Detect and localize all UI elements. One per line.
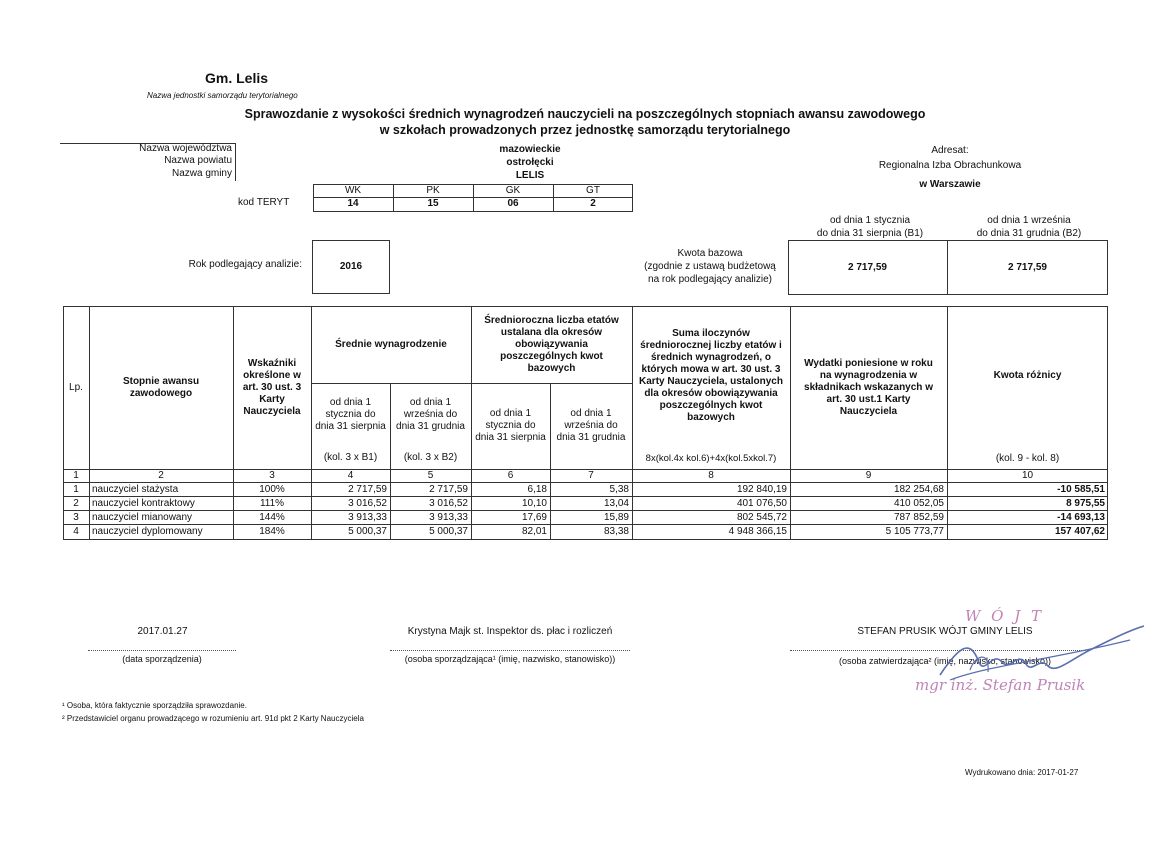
- base-label-line1: Kwota bazowa: [677, 248, 743, 259]
- cell-lp: 3: [73, 512, 79, 523]
- printed-date: Wydrukowano dnia: 2017-01-27: [965, 768, 1079, 777]
- date-caption: (data sporządzenia): [122, 654, 202, 664]
- th-lp: Lp.: [69, 381, 83, 393]
- handwritten-signature: [930, 620, 1150, 695]
- th-etaty-b1: od dnia 1 stycznia do dnia 31 sierpnia: [475, 408, 546, 443]
- cell-sr-b1: 3 016,52: [348, 498, 387, 509]
- period-b2-line1: od dnia 1 września: [987, 215, 1071, 226]
- addressee-line2: w Warszawie: [919, 179, 981, 190]
- addressee-label: Adresat:: [931, 145, 969, 156]
- cell-stopien: nauczyciel mianowany: [92, 512, 193, 523]
- stamp-name: mgr inż. Stefan Prusik: [915, 676, 1086, 694]
- year-value: 2016: [339, 261, 363, 272]
- cell-sr-b2: 3 016,52: [429, 498, 468, 509]
- approver-caption: (osoba zatwierdzająca² (imię, nazwisko, stanowisko)): [838, 656, 1052, 666]
- cell-sr-b1: 3 913,33: [348, 512, 387, 523]
- th-srednie-b1: od dnia 1 stycznia do dnia 31 sierpnia: [315, 397, 386, 432]
- cell-sr-b1: 2 717,59: [348, 484, 387, 495]
- cell-sr-b1: 5 000,37: [348, 526, 387, 537]
- addressee-line1: Regionalna Izba Obrachunkowa: [878, 160, 1022, 171]
- th-suma: Suma iloczynów średniorocznej liczby etatów i średnich wynagrodzeń, o których mowa w art. 30 ust. 3 Karty Nauczyciela, ustalonych dla okresów obowiązywania poszczególnych kwot bazowych: [639, 328, 783, 423]
- col-num-7: 7: [588, 469, 594, 481]
- cell-et-b2: 5,38: [609, 484, 629, 495]
- cell-sr-b2: 3 913,33: [429, 512, 468, 523]
- th-etaty: Średnioroczna liczba etatów ustalana dla okresów obowiązywania poszczególnych kwot bazowych: [484, 314, 619, 374]
- cell-wskaznik: 100%: [259, 484, 285, 495]
- cell-stopien: nauczyciel stażysta: [92, 484, 179, 495]
- th-wydatki: Wydatki poniesione w roku na wynagrodzenia w składnikach wskazanych w art. 30 ust.1 Karty Nauczyciela: [804, 357, 933, 417]
- teryt-label: kod TERYT: [238, 197, 290, 208]
- cell-roznica: -14 693,13: [1057, 512, 1105, 523]
- label-wojewodztwo: Nazwa województwa: [139, 143, 232, 154]
- date-value: 2017.01.27: [137, 626, 188, 637]
- preparer-caption: (osoba sporządzająca¹ (imię, nazwisko, stanowisko)): [404, 654, 616, 664]
- cell-lp: 4: [73, 526, 79, 537]
- cell-roznica: 157 407,62: [1054, 526, 1105, 537]
- cell-suma: 802 545,72: [736, 512, 787, 523]
- value-powiat: ostrołęcki: [506, 157, 554, 168]
- label-powiat: Nazwa powiatu: [164, 155, 232, 166]
- cell-wskaznik: 111%: [259, 498, 285, 509]
- cell-suma: 4 948 366,15: [728, 526, 787, 537]
- cell-roznica: 8 975,55: [1066, 498, 1105, 509]
- cell-stopien: nauczyciel kontraktowy: [92, 498, 195, 509]
- th-wskazniki: Wskaźniki określone w art. 30 ust. 3 Karty Nauczyciela: [242, 357, 302, 417]
- period-b1-line1: od dnia 1 stycznia: [829, 215, 911, 226]
- cell-lp: 2: [73, 498, 79, 509]
- cell-suma: 192 840,19: [736, 484, 787, 495]
- cell-et-b2: 13,04: [603, 498, 629, 509]
- th-suma-formula: 8x(kol.4x kol.6)+4x(kol.5xkol.7): [645, 453, 777, 464]
- col-num-9: 9: [865, 469, 872, 481]
- col-num-10: 10: [1021, 469, 1034, 481]
- cell-wydatki: 5 105 773,77: [885, 526, 944, 537]
- th-srednie-b1-formula: (kol. 3 x B1): [323, 452, 378, 463]
- footnote-1: ¹ Osoba, która faktycznie sporządziła sprawozdanie.: [62, 701, 247, 710]
- unit-caption: Nazwa jednostki samorządu terytorialnego: [147, 91, 298, 100]
- cell-stopien: nauczyciel dyplomowany: [92, 526, 203, 537]
- unit-name: Gm. Lelis: [205, 70, 269, 86]
- cell-sr-b2: 5 000,37: [429, 526, 468, 537]
- base-b2-value: 2 717,59: [1008, 261, 1047, 273]
- cell-wskaznik: 144%: [259, 512, 285, 523]
- base-label-line3: na rok podlegający analizie): [648, 274, 772, 285]
- cell-et-b2: 15,89: [603, 512, 629, 523]
- teryt-v-wk: 14: [347, 198, 359, 209]
- value-wojewodztwo: mazowieckie: [499, 144, 561, 155]
- cell-lp: 1: [73, 484, 79, 495]
- preparer-value: Krystyna Majk st. Inspektor ds. płac i rozliczeń: [407, 626, 613, 637]
- cell-wskaznik: 184%: [259, 526, 285, 537]
- col-num-5: 5: [427, 469, 434, 481]
- year-label: Rok podlegający analizie:: [188, 259, 302, 270]
- report-title-line1: Sprawozdanie z wysokości średnich wynagrodzeń nauczycieli na poszczególnych stopniach awansu zawodowego: [244, 107, 926, 121]
- cell-et-b2: 83,38: [603, 526, 629, 537]
- teryt-v-gk: 06: [507, 198, 519, 209]
- col-num-8: 8: [708, 469, 714, 481]
- approver-value: STEFAN PRUSIK WÓJT GMINY LELIS: [857, 626, 1033, 637]
- cell-wydatki: 182 254,68: [893, 484, 944, 495]
- cell-sr-b2: 2 717,59: [429, 484, 468, 495]
- stamp-title: W Ó J T: [965, 607, 1045, 625]
- base-b1-value: 2 717,59: [848, 261, 887, 273]
- base-label-line2: (zgodnie z ustawą budżetową: [644, 261, 776, 272]
- col-num-4: 4: [347, 469, 354, 481]
- value-gmina: LELIS: [515, 170, 545, 181]
- cell-et-b1: 82,01: [521, 526, 547, 537]
- teryt-h-wk: WK: [344, 185, 362, 196]
- cell-et-b1: 6,18: [527, 484, 547, 495]
- teryt-h-gt: GT: [586, 185, 600, 196]
- cell-wydatki: 787 852,59: [893, 512, 944, 523]
- th-srednie: Średnie wynagrodzenie: [335, 338, 447, 350]
- teryt-h-gk: GK: [505, 185, 521, 196]
- period-b1-line2: do dnia 31 sierpnia (B1): [816, 228, 924, 239]
- th-roznica: Kwota różnicy: [993, 370, 1062, 381]
- period-b2-line2: do dnia 31 grudnia (B2): [976, 228, 1082, 239]
- report-title-line2: w szkołach prowadzonych przez jednostkę samorządu terytorialnego: [379, 123, 791, 137]
- col-num-2: 2: [158, 469, 164, 481]
- cell-et-b1: 10,10: [521, 498, 547, 509]
- teryt-v-pk: 15: [427, 198, 439, 209]
- th-roznica-formula: (kol. 9 - kol. 8): [995, 453, 1060, 464]
- teryt-v-gt: 2: [590, 198, 596, 209]
- col-num-1: 1: [73, 469, 79, 481]
- col-num-3: 3: [269, 469, 275, 481]
- th-srednie-b2-formula: (kol. 3 x B2): [403, 452, 458, 463]
- cell-et-b1: 17,69: [521, 512, 547, 523]
- label-gmina: Nazwa gminy: [171, 168, 232, 179]
- th-stopnie: Stopnie awansu zawodowego: [122, 375, 200, 399]
- cell-wydatki: 410 052,05: [893, 498, 944, 509]
- footnote-2: ² Przedstawiciel organu prowadzącego w rozumieniu art. 91d pkt 2 Karty Nauczyciela: [62, 714, 364, 723]
- cell-suma: 401 076,50: [736, 498, 787, 509]
- th-etaty-b2: od dnia 1 września do dnia 31 grudnia: [556, 408, 626, 443]
- cell-roznica: -10 585,51: [1057, 484, 1105, 495]
- th-srednie-b2: od dnia 1 września do dnia 31 grudnia: [396, 397, 465, 432]
- teryt-h-pk: PK: [426, 185, 440, 196]
- col-num-6: 6: [507, 469, 514, 481]
